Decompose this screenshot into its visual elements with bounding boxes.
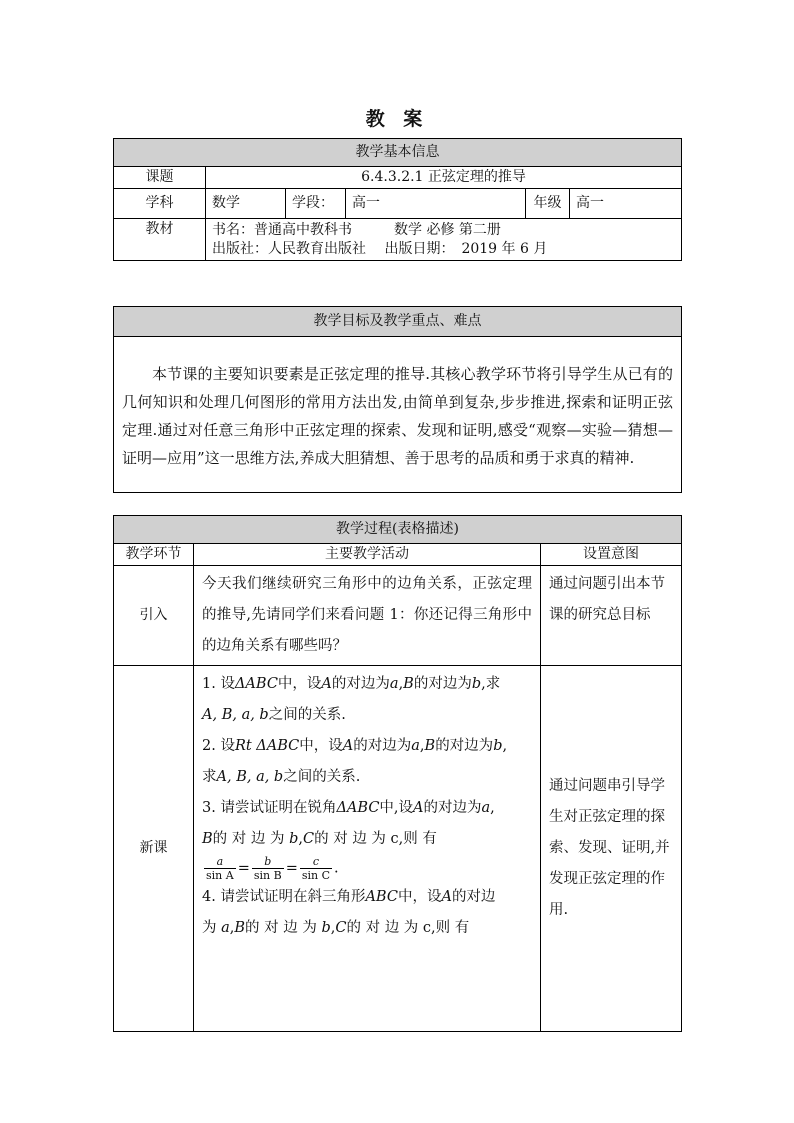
- intent-new: 通过问题串引导学生对正弦定理的探索、发现、证明,并发现正弦定理的作用.: [541, 666, 682, 1032]
- question-2: 2. 设Rt ΔABC中，设A的对边为a,B的对边为b, 求A, B, a, b之间的关系.: [202, 738, 508, 785]
- question-3: 3. 请尝试证明在锐角ΔABC中,设A的对边为a, B的 对 边 为 b,C的 对 边 为 c,则 有: [202, 800, 495, 847]
- textbook-label: 教材: [114, 219, 206, 261]
- activity-new: [194, 666, 541, 1032]
- textbook-info: [206, 219, 682, 261]
- question-1: 1. 设ΔABC中，设A的对边为a,B的对边为b,求 A, B, a, b之间的关系.: [202, 676, 501, 723]
- stage-label: 学段：: [286, 189, 346, 219]
- col-stage: 教学环节: [114, 544, 194, 566]
- fraction-c: $\frac{c}{\text{sin C}}$: [301, 855, 331, 882]
- goals-table: [113, 306, 682, 493]
- question-4: 4. 请尝试证明在斜三角形ABC中，设A的对边 为 a,B的 对 边 为 b,C的 对 边 为 c,则 有: [202, 889, 496, 936]
- stage-intro: 引入: [114, 566, 194, 666]
- basic-info-header: 教学基本信息: [114, 139, 682, 167]
- table-row: [114, 666, 682, 1032]
- stage-value: 高一: [346, 189, 526, 219]
- stage-new: 新课: [114, 666, 194, 1032]
- fraction-b: $\frac{b}{\text{sin B}}$: [253, 855, 282, 882]
- table-row: [114, 566, 682, 666]
- grade-label: 年级: [526, 189, 570, 219]
- page-title: 教 案: [365, 108, 429, 130]
- subject-value: 数学: [206, 189, 286, 219]
- process-header: 教学过程(表格描述): [114, 516, 682, 544]
- book-name: 书名：普通高中教科书 数学 必修 第二册: [212, 221, 501, 238]
- fraction-a: $\frac{a}{\text{sin A}}$: [206, 855, 234, 882]
- topic-label: 课题: [114, 167, 206, 189]
- publisher: 出版社：人民教育出版社 出版日期： 2019 年 6 月: [212, 240, 548, 257]
- col-activity: 主要教学活动: [194, 544, 541, 566]
- intent-intro: 通过问题引出本节课的研究总目标: [541, 566, 682, 666]
- topic-value: 6.4.3.2.1 正弦定理的推导: [206, 167, 682, 189]
- grade-value: 高一: [570, 189, 682, 219]
- activity-intro: 今天我们继续研究三角形中的边角关系，正弦定理的推导,先请同学们来看问题 1：你还记得三角形中的边角关系有哪些吗？: [194, 566, 541, 666]
- goals-text: 本节课的主要知识要素是正弦定理的推导.其核心教学环节将引导学生从已有的几何知识和处理几何图形的常用方法出发,由简单到复杂,步步推进,探索和证明正弦定理.通过对任意三角形中正弦定理的探索、发现和证明,感受“观察—实验—猜想—证明—应用”这一思维方法,养成大胆猜想、善于思考的品质和勇于求真的精神.: [114, 337, 682, 493]
- subject-label: 学科: [114, 189, 206, 219]
- col-intent: 设置意图: [541, 544, 682, 566]
- basic-info-table: [113, 138, 682, 261]
- sine-law-formula: $\frac{a}{\text{sin A}}$ = $\frac{b}{\text{sin B}}$ = $\frac{c}{\text{sin C}}$ .: [206, 855, 339, 882]
- process-table: [113, 515, 682, 1032]
- goals-header: 教学目标及教学重点、难点: [114, 307, 682, 337]
